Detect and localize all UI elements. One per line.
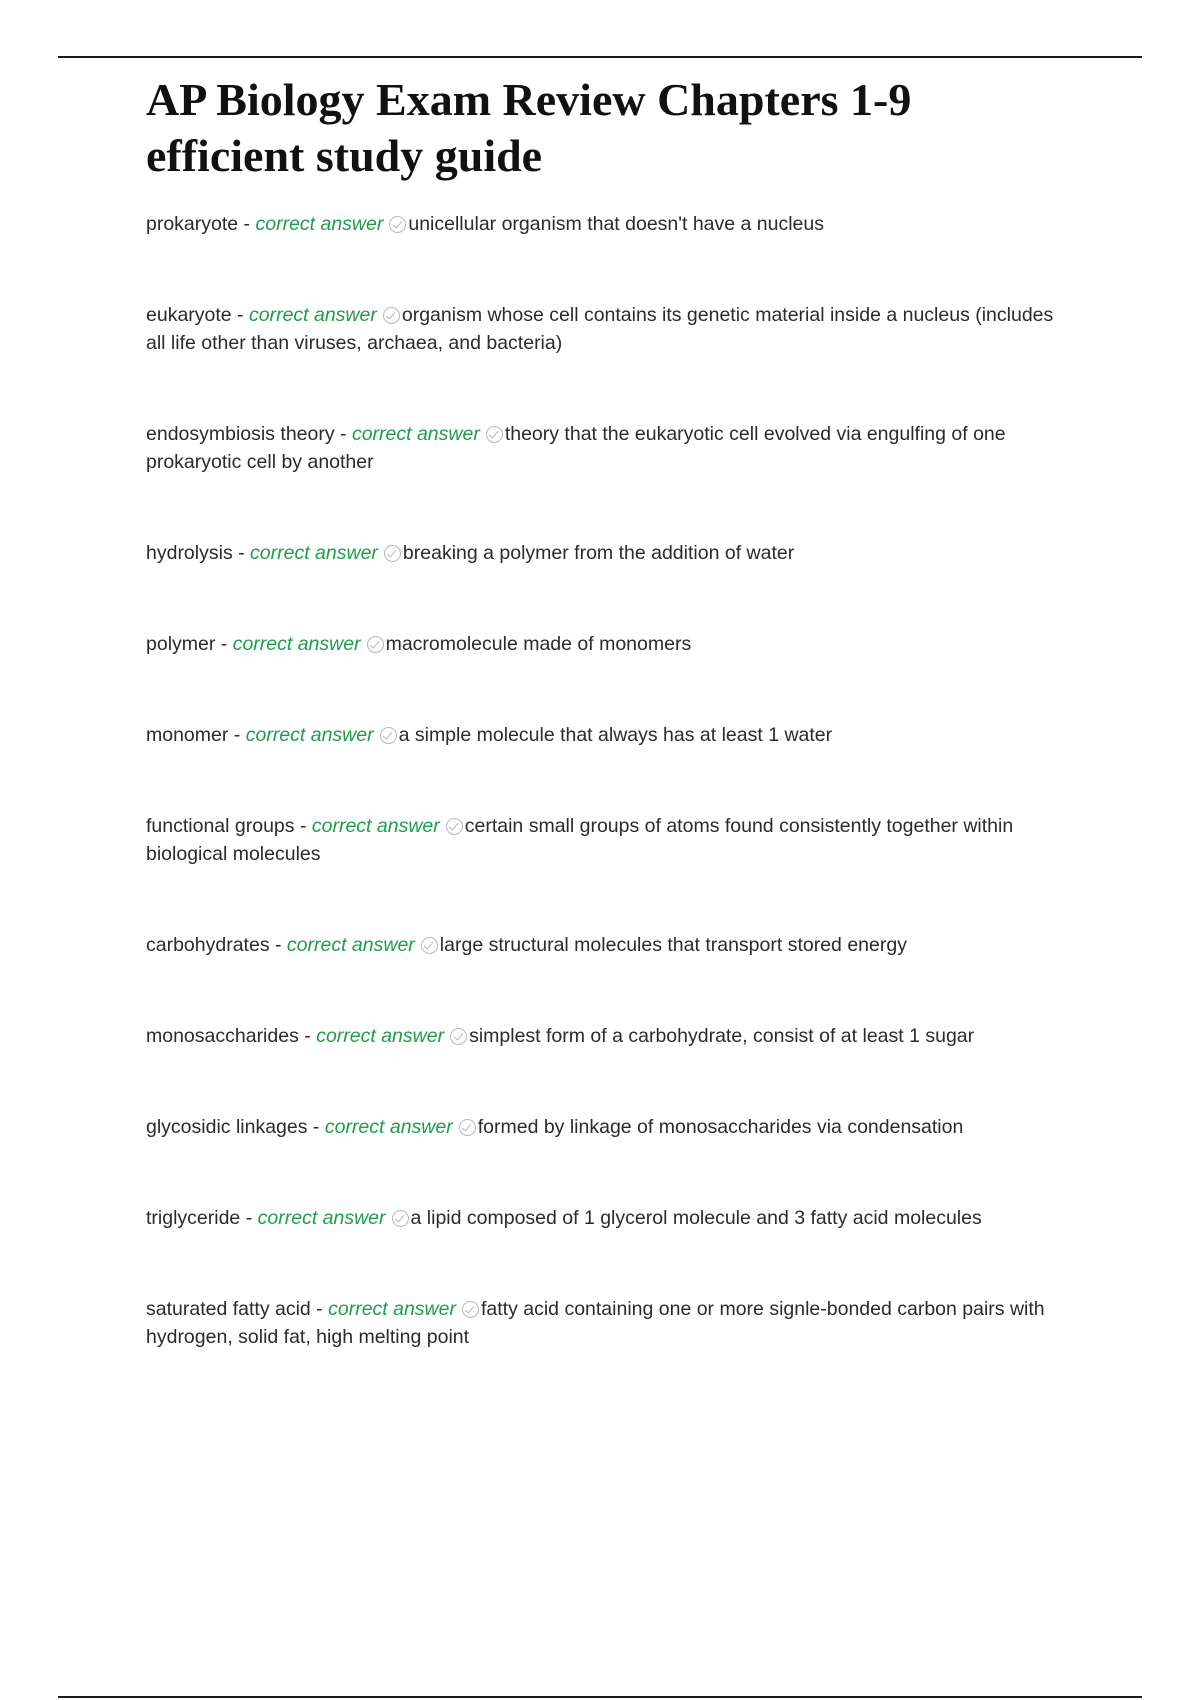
entry-definition: a simple molecule that always has at least 1 water bbox=[398, 724, 833, 746]
correct-answer-label: correct answer bbox=[311, 815, 440, 837]
entry-separator: - bbox=[232, 542, 251, 564]
flashcard-entry bbox=[146, 420, 1076, 476]
entry-term: polymer bbox=[146, 633, 216, 655]
correct-answer-label: correct answer bbox=[316, 1025, 445, 1047]
correct-answer-label: correct answer bbox=[232, 633, 361, 655]
flashcard-entry bbox=[146, 630, 1076, 658]
entry-term: saturated fatty acid bbox=[146, 1298, 311, 1320]
entry-term: endosymbiosis theory bbox=[146, 423, 335, 445]
entry-separator: - bbox=[310, 1298, 329, 1320]
correct-answer-label: correct answer bbox=[351, 423, 480, 445]
flashcard-list bbox=[146, 210, 1076, 1351]
flashcard-entry bbox=[146, 1204, 1076, 1232]
entry-separator: - bbox=[240, 1207, 258, 1229]
check-circle-icon bbox=[389, 216, 406, 233]
flashcard-entry bbox=[146, 1022, 1076, 1050]
correct-answer-label: correct answer bbox=[250, 542, 378, 564]
flashcard-entry bbox=[146, 539, 1076, 567]
entry-definition: macromolecule made of monomers bbox=[385, 633, 692, 655]
correct-answer-label: correct answer bbox=[328, 1298, 456, 1320]
check-circle-icon bbox=[486, 426, 503, 443]
check-circle-icon bbox=[459, 1119, 476, 1136]
check-circle-icon bbox=[446, 818, 463, 835]
correct-answer-label: correct answer bbox=[255, 213, 384, 235]
check-circle-icon bbox=[384, 545, 401, 562]
flashcard-entry bbox=[146, 210, 1076, 238]
entry-term: glycosidic linkages bbox=[146, 1116, 308, 1138]
entry-definition: fatty acid containing one or more signle-bonded carbon pairs with hydrogen, solid fat, high melting point bbox=[146, 1298, 1045, 1348]
entry-definition: a lipid composed of 1 glycerol molecule and 3 fatty acid molecules bbox=[410, 1207, 982, 1229]
document-page bbox=[146, 72, 1076, 1351]
entry-term: eukaryote bbox=[146, 304, 232, 326]
entry-term: triglyceride bbox=[146, 1207, 241, 1229]
entry-separator: - bbox=[298, 1025, 317, 1047]
flashcard-entry bbox=[146, 812, 1076, 868]
entry-term: carbohydrates bbox=[146, 934, 270, 956]
entry-term: prokaryote bbox=[146, 213, 239, 235]
entry-separator: - bbox=[228, 724, 246, 746]
flashcard-entry bbox=[146, 301, 1076, 357]
check-circle-icon bbox=[383, 307, 400, 324]
entry-term: functional groups bbox=[146, 815, 295, 837]
flashcard-entry bbox=[146, 1113, 1076, 1141]
entry-separator: - bbox=[307, 1116, 325, 1138]
entry-separator: - bbox=[269, 934, 287, 956]
entry-separator: - bbox=[238, 213, 256, 235]
correct-answer-label: correct answer bbox=[245, 724, 374, 746]
correct-answer-label: correct answer bbox=[257, 1207, 386, 1229]
check-circle-icon bbox=[367, 636, 384, 653]
document-title: AP Biology Exam Review Chapters 1-9 efficient study guide bbox=[146, 74, 912, 181]
entry-separator: - bbox=[231, 304, 249, 326]
entry-definition: breaking a polymer from the addition of water bbox=[402, 542, 795, 564]
entry-definition: certain small groups of atoms found consistently together within biological molecules bbox=[146, 815, 1014, 865]
correct-answer-label: correct answer bbox=[324, 1116, 453, 1138]
entry-separator: - bbox=[215, 633, 233, 655]
check-circle-icon bbox=[421, 937, 438, 954]
correct-answer-label: correct answer bbox=[286, 934, 415, 956]
flashcard-entry bbox=[146, 931, 1076, 959]
entry-definition: theory that the eukaryotic cell evolved via engulfing of one prokaryotic cell by another bbox=[146, 423, 1006, 473]
entry-definition: simplest form of a carbohydrate, consist of at least 1 sugar bbox=[469, 1025, 975, 1047]
top-rule bbox=[58, 56, 1142, 58]
entry-term: hydrolysis bbox=[146, 542, 233, 564]
check-circle-icon bbox=[462, 1301, 479, 1318]
entry-separator: - bbox=[334, 423, 352, 445]
entry-definition: formed by linkage of monosaccharides via condensation bbox=[477, 1116, 964, 1138]
bottom-rule bbox=[58, 1696, 1142, 1698]
check-circle-icon bbox=[380, 727, 397, 744]
check-circle-icon bbox=[450, 1028, 467, 1045]
entry-definition: unicellular organism that doesn't have a nucleus bbox=[408, 213, 825, 235]
entry-term: monosaccharides bbox=[146, 1025, 299, 1047]
check-circle-icon bbox=[392, 1210, 409, 1227]
entry-definition: large structural molecules that transport stored energy bbox=[439, 934, 907, 956]
entry-term: monomer bbox=[146, 724, 229, 746]
entry-definition: organism whose cell contains its genetic material inside a nucleus (includes all life other than viruses, archaea, and bacteria) bbox=[146, 304, 1054, 354]
correct-answer-label: correct answer bbox=[248, 304, 377, 326]
flashcard-entry bbox=[146, 721, 1076, 749]
entry-separator: - bbox=[294, 815, 312, 837]
flashcard-entry bbox=[146, 1295, 1076, 1351]
